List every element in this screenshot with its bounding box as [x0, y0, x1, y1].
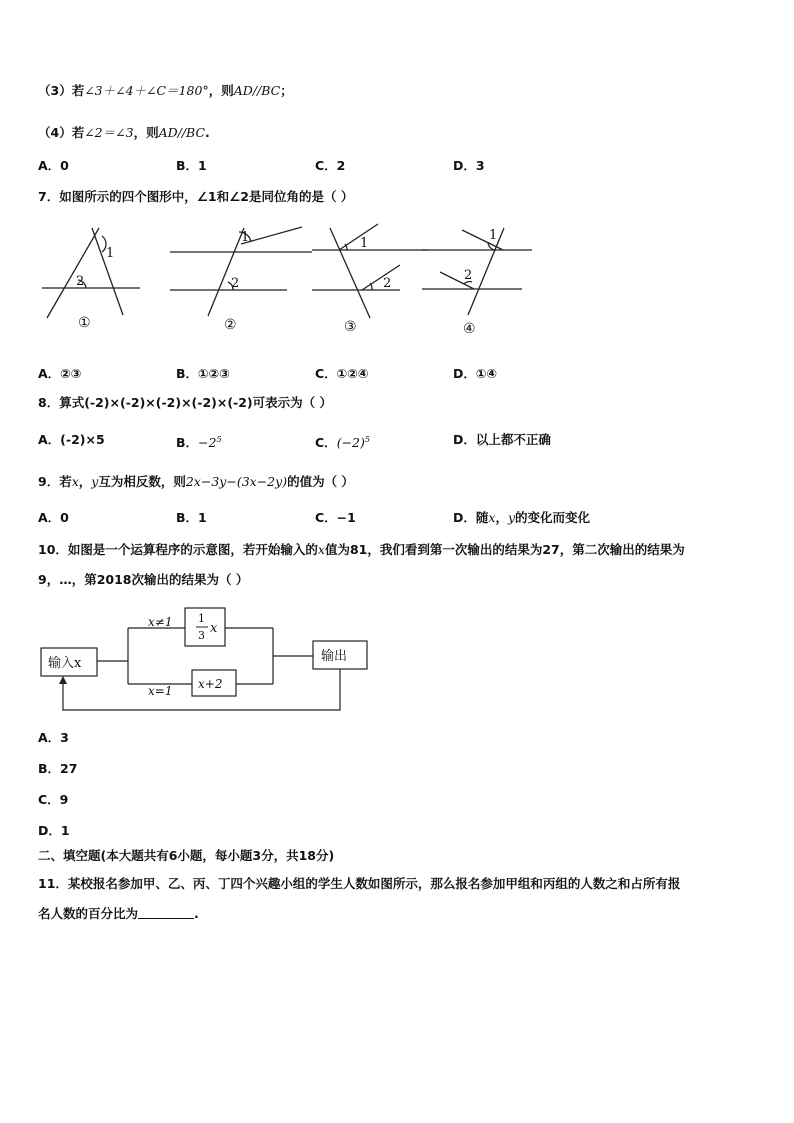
q5-option-d[interactable]: D．3 — [453, 158, 485, 173]
q9-option-d[interactable] — [453, 509, 590, 527]
stem-text: 9．若 — [38, 474, 72, 489]
q11-stem-line1: 11．某校报名参加甲、乙、丙、丁四个兴趣小组的学生人数如图所示，那么报名参加甲组和丙组的人数之和占所有报 — [38, 876, 681, 891]
item-conclusion: AD//BC — [233, 83, 281, 98]
var-x: x — [488, 510, 496, 525]
fig2-transversal — [208, 228, 244, 316]
fig1-transversal-a — [47, 228, 99, 318]
q7-stem: 7．如图所示的四个图形中，∠1和∠2是同位角的是（ ） — [38, 189, 354, 204]
q8-stem: 8．算式(-2)×(-2)×(-2)×(-2)×(-2)可表示为（ ） — [38, 395, 333, 410]
option-expression: (−2) — [336, 435, 365, 451]
add-box-label: x+2 — [198, 677, 223, 691]
fig3-caption: ③ — [344, 319, 357, 335]
item-condition: ∠3＋∠4＋∠C＝180° — [84, 83, 209, 98]
option-prefix: C． — [315, 435, 337, 451]
frac-denominator: 3 — [198, 629, 205, 642]
option-text: 的变化而变化 — [515, 510, 591, 525]
q10-flowchart — [38, 604, 378, 716]
fig2-caption: ② — [224, 317, 237, 333]
stem-sep: ， — [78, 474, 92, 489]
q8-option-b[interactable] — [176, 431, 222, 452]
fig3-angle1-label: 1 — [360, 236, 369, 251]
var-y: y — [507, 510, 516, 525]
option-exponent: 5 — [216, 435, 222, 444]
stem-text: 10．如图是一个运算程序的示意图，若开始输入的 — [38, 542, 318, 557]
stem-text: 互为相反数，则 — [98, 474, 186, 489]
q9-option-c[interactable]: C．−1 — [315, 510, 356, 525]
frac-numerator: 1 — [198, 612, 205, 625]
fig4-caption: ④ — [463, 321, 476, 337]
var-x: x — [71, 474, 79, 489]
feedback-arrowhead — [59, 676, 67, 684]
q5-item-4 — [38, 124, 210, 142]
item-end: ； — [280, 83, 293, 98]
option-exponent: 5 — [364, 435, 370, 444]
fig1-angle1-label: 1 — [106, 246, 115, 261]
fig4-angle2-label: 2 — [464, 268, 473, 283]
stem-expression: 2x−3y−(3x−2y) — [185, 474, 288, 489]
q10-stem-line2: 9，…，第2018次输出的结果为（ ） — [38, 572, 249, 587]
q10-option-b[interactable]: B．27 — [38, 761, 78, 776]
section-heading: 二、填空题(本大题共有6小题，每小题3分，共18分) — [38, 848, 335, 863]
q9-stem — [38, 473, 354, 491]
fig4-angle1-label: 1 — [489, 228, 498, 243]
cond-top-label: x≠1 — [148, 615, 173, 629]
input-label: 输入x — [48, 656, 82, 671]
q7-option-c[interactable]: C．①②④ — [315, 366, 369, 381]
q9-option-a[interactable]: A．0 — [38, 510, 69, 525]
fig2-angle2-label: 2 — [231, 276, 240, 291]
q11-stem-line2 — [38, 905, 199, 923]
item-mid: ，则 — [208, 83, 234, 98]
q7-figures-svg — [36, 220, 546, 340]
q7-option-d[interactable]: D．①④ — [453, 366, 498, 381]
stem-text: 值为81，我们看到第一次输出的结果为27，第二次输出的结果为 — [324, 542, 685, 557]
option-sep: ， — [495, 510, 508, 525]
var-y: y — [91, 474, 99, 489]
item-prefix: （3）若 — [38, 83, 85, 98]
q8-option-c[interactable] — [315, 431, 370, 452]
q9-option-b[interactable]: B．1 — [176, 510, 207, 525]
option-text: D．随 — [453, 510, 489, 525]
item-conclusion: AD//BC — [158, 125, 206, 140]
fig3-angle2-label: 2 — [383, 276, 392, 291]
answer-blank[interactable] — [138, 906, 194, 919]
q10-stem-line1 — [38, 541, 685, 559]
fig1-transversal-b — [92, 228, 123, 315]
q10-option-d[interactable]: D．1 — [38, 823, 70, 838]
q8-option-a[interactable]: A．(-2)×5 — [38, 432, 105, 447]
output-label: 输出 — [321, 649, 348, 664]
fig2-ray — [241, 227, 302, 244]
q5-option-b[interactable]: B．1 — [176, 158, 207, 173]
fig3-ray-top — [339, 224, 378, 250]
q5-item-3 — [38, 82, 293, 100]
stem-end: . — [194, 906, 199, 921]
cond-bottom-label: x=1 — [148, 684, 173, 698]
q10-flowchart-svg — [38, 604, 378, 716]
option-expression: −2 — [198, 435, 217, 451]
frac-variable: x — [210, 621, 218, 636]
q5-option-a[interactable]: A．0 — [38, 158, 69, 173]
stem-text: 的值为（ ） — [287, 474, 354, 489]
fig3-ray-bottom — [362, 265, 400, 290]
stem-text: 名人数的百分比为 — [38, 906, 139, 921]
item-end: . — [205, 125, 210, 140]
option-prefix: B． — [176, 435, 199, 451]
q5-option-c[interactable]: C．2 — [315, 158, 346, 173]
fig1-angle2-label: 2 — [76, 274, 85, 289]
q10-option-c[interactable]: C．9 — [38, 792, 69, 807]
q10-option-a[interactable]: A．3 — [38, 730, 69, 745]
item-prefix: （4）若 — [38, 125, 85, 140]
item-condition: ∠2＝∠3 — [84, 125, 134, 140]
var-x: x — [317, 542, 325, 557]
q8-option-d[interactable]: D．以上都不正确 — [453, 432, 551, 447]
item-mid: ，则 — [133, 125, 159, 140]
q7-option-b[interactable]: B．①②③ — [176, 366, 230, 381]
fig1-caption: ① — [78, 315, 91, 331]
fig2-angle1-label: 1 — [241, 230, 250, 245]
q7-option-a[interactable]: A．②③ — [38, 366, 82, 381]
q7-figures — [36, 220, 546, 340]
